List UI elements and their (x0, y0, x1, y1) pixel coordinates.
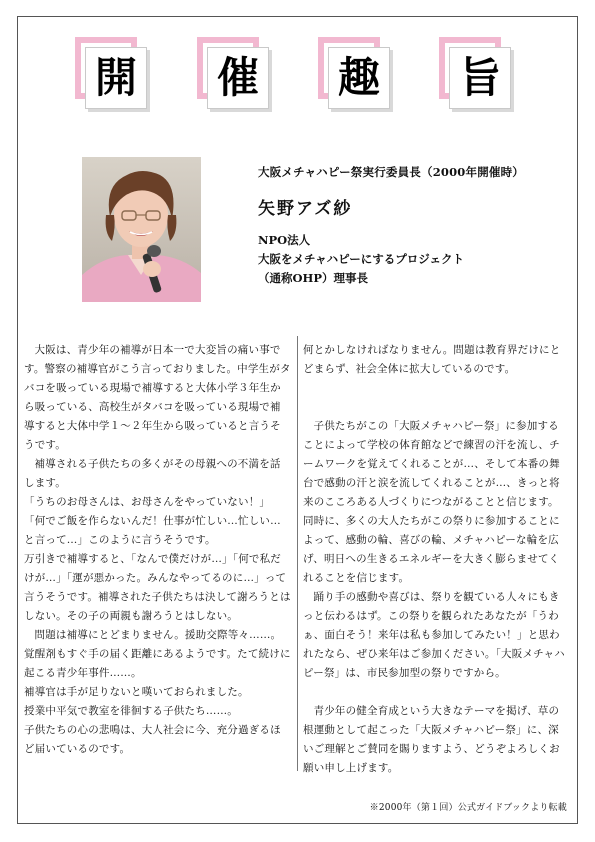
profile-org-line-2: 大阪をメチャハピーにするプロジェクト (258, 252, 464, 266)
portrait-photo (82, 157, 201, 302)
left-paragraph: 万引きで補導すると、「なんで僕だけが…」「何で私だけが…」「運が悪かった。みんなやってるのに…」って言うそうです。補導された子供たちは決して謝ろうとはしない。その子の両親も謝ろうとはしない。 (24, 553, 291, 622)
title-tile-1 (75, 37, 155, 117)
right-paragraph: 青少年の健全育成という大きなテーマを掲げ、草の根運動として起こった「大阪メチャハピー祭」に、深いご理解とご賛同を賜りますよう、どうぞよろしくお願い申し上げます。 (303, 705, 560, 774)
right-paragraph: 何とかしなければなりません。問題は教育界だけにとどまらず、社会全体に拡大しているのです。 (303, 344, 561, 375)
left-paragraph: 問題は補導にとどまりません。援助交際等々……。覚醒剤もすぐ手の届く距離にあるようです。たて続けに起こる青少年事件……。 (24, 629, 291, 679)
left-paragraph: 補導官は手が足りないと嘆いておられました。 (24, 686, 249, 698)
right-paragraph: 子供たちがこの「大阪メチャハピー祭」に参加することによって学校の体育館などで練習の汗を流し、チームワークを覚えてくれることが…、そして本番の舞台で感動の汗と涙を流してくれることが…、きっと将来のこころある人づくりにつながることと信じます。 (303, 420, 560, 508)
title-tile-4 (439, 37, 519, 117)
title-char-2: 催 (207, 47, 269, 109)
left-column (24, 341, 291, 759)
left-paragraph: 「何でご飯を作らないんだ！仕事が忙しい…忙しい…と言って…」このように言うそうです。 (24, 515, 281, 546)
right-paragraph: 踊り手の感動や喜びは、祭りを観ている人々にもきっと伝わるはず。この祭りを観られたあなたが「うわぁ、面白そう！来年は私も参加してみたい！」と思われたなら、ぜひ来年はご参加ください。「大阪メチャハピー祭」は、市民参加型の祭りですから。 (303, 591, 565, 679)
profile-org-line-3: （通称OHP）理事長 (258, 271, 369, 285)
left-paragraph: 子供たちの心の悲鳴は、大人社会に今、充分過ぎるほど届いているのです。 (24, 724, 281, 755)
title-heading (75, 37, 523, 117)
footer-note: ※2000年（第１回）公式ガイドブックより転載 (369, 803, 567, 813)
right-paragraph: 同時に、多くの大人たちがこの祭りに参加することによって、感動の輪、喜びの輪、メチャハピーな輪を広げ、明日への生きるエネルギーを大きく膨らませてくれることを信じます。 (303, 515, 560, 584)
profile-name: 矢野アズ紗 (258, 199, 353, 219)
left-paragraph: 補導される子供たちの多くがその母親への不満を話します。 (24, 458, 281, 489)
profile-org-line-1: NPO法人 (258, 233, 311, 247)
column-divider (297, 336, 298, 771)
profile-role: 大阪メチャハピー祭実行委員長（2000年開催時） (258, 165, 524, 179)
profile-org (258, 231, 538, 288)
title-char-1: 開 (85, 47, 147, 109)
title-tile-2 (197, 37, 277, 117)
title-char-3: 趣 (328, 47, 390, 109)
title-char-4: 旨 (449, 47, 511, 109)
title-tile-3 (318, 37, 398, 117)
left-paragraph: 「うちのお母さんは、お母さんをやっていない！」 (24, 496, 271, 508)
profile-block (258, 164, 538, 288)
left-paragraph: 授業中平気で教室を徘徊する子供たち……。 (24, 705, 238, 717)
left-paragraph: 大阪は、青少年の補導が日本一で大変旨の痛い事です。警察の補導官がこう言っておりました。中学生がタバコを吸っている現場で補導すると大体小学３年生から吸っている、高校生がタバコを吸っている現場で補導すると大体中学１～２年生から吸っていると言うそうです。 (24, 344, 291, 451)
woman-portrait-icon (82, 157, 201, 302)
right-column (303, 341, 569, 778)
